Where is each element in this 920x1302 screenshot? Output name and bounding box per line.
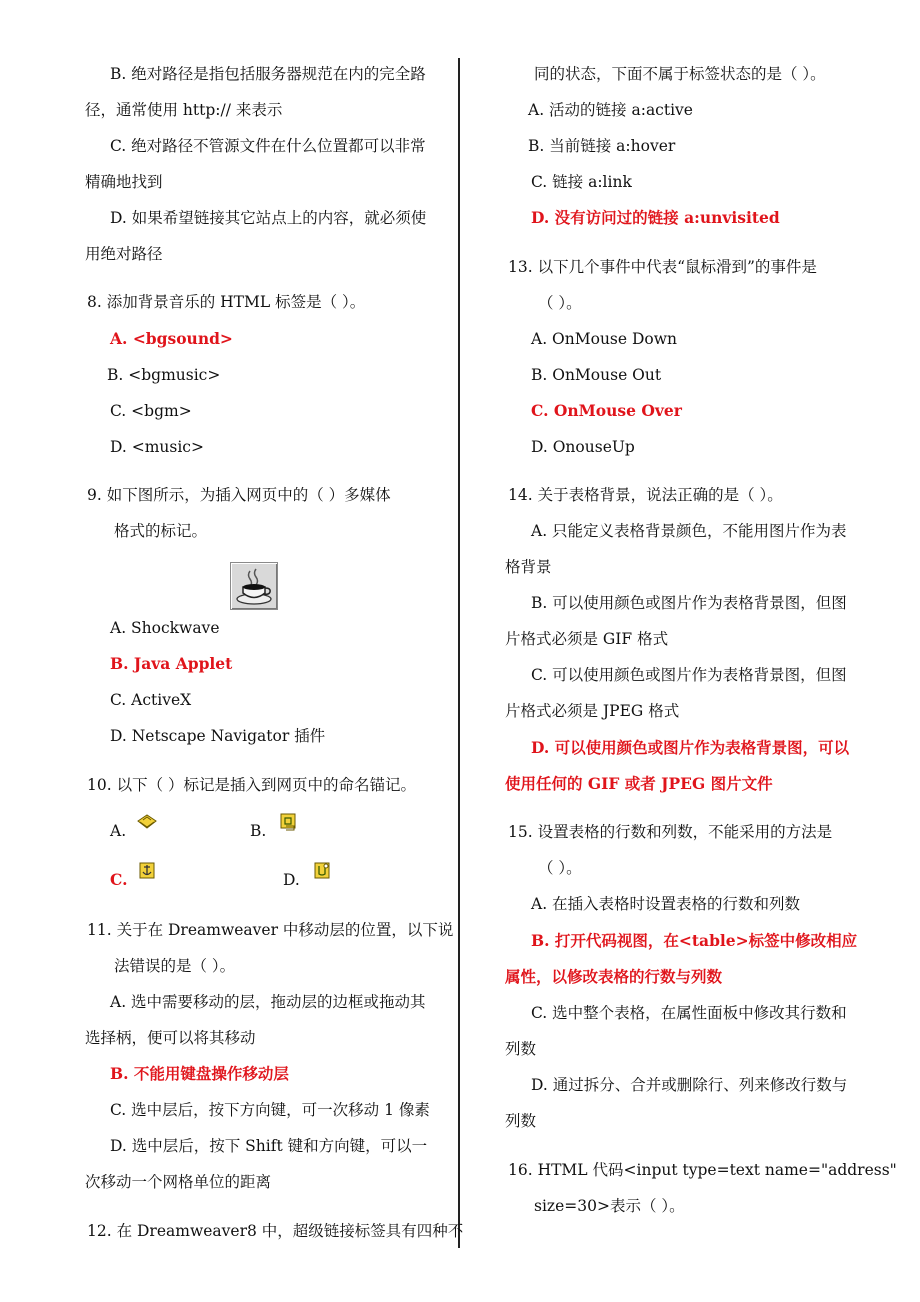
column-divider <box>458 58 460 1248</box>
q16-stem-line1: 16. HTML 代码<input type=text name="address" <box>508 1161 897 1179</box>
anchor-icon-d <box>311 860 333 880</box>
q11-option-a-line2: 选择柄，便可以将其移动 <box>85 1029 256 1047</box>
q7-option-c-line2: 精确地找到 <box>85 173 163 191</box>
q9-option-c: C. ActiveX <box>110 691 192 709</box>
q8-option-d: D. <music> <box>110 438 204 456</box>
q10-option-a: A. <box>110 822 127 840</box>
q15-option-b-answer-line2: 属性，以修改表格的行数与列数 <box>505 967 723 986</box>
q13-stem-line1: 13. 以下几个事件中代表“鼠标滑到”的事件是 <box>508 258 817 276</box>
q14-option-d-answer-line2: 使用任何的 GIF 或者 JPEG 图片文件 <box>505 774 773 793</box>
q10-stem: 10. 以下（ ）标记是插入到网页中的命名锚记。 <box>87 776 417 794</box>
q7-option-b-line1: B. 绝对路径是指包括服务器规范在内的完全路 <box>110 65 426 83</box>
q14-option-a-line1: A. 只能定义表格背景颜色，不能用图片作为表 <box>531 522 847 540</box>
q16-stem-line2: size=30>表示（ ）。 <box>534 1197 685 1215</box>
q12-option-d-answer: D. 没有访问过的链接 a:unvisited <box>531 208 780 227</box>
q13-option-d: D. OnouseUp <box>531 438 635 456</box>
q7-option-d-line2: 用绝对路径 <box>85 245 163 263</box>
anchor-icon-b <box>277 812 299 832</box>
q12-stem-line1: 12. 在 Dreamweaver8 中，超级链接标签具有四种不 <box>87 1222 464 1240</box>
anchor-icon-a <box>136 812 158 832</box>
q14-option-b-line2: 片格式必须是 GIF 格式 <box>505 630 669 648</box>
q11-option-c: C. 选中层后，按下方向键，可一次移动 1 像素 <box>110 1101 430 1119</box>
q15-stem-line1: 15. 设置表格的行数和列数，不能采用的方法是 <box>508 823 833 841</box>
q14-option-c-line1: C. 可以使用颜色或图片作为表格背景图，但图 <box>531 666 847 684</box>
q11-option-d-line2: 次移动一个网格单位的距离 <box>85 1173 272 1191</box>
q14-option-d-answer-line1: D. 可以使用颜色或图片作为表格背景图，可以 <box>531 738 850 757</box>
q10-option-d: D. <box>283 871 300 889</box>
q11-stem-line2: 法错误的是（ ）。 <box>114 957 236 975</box>
q9-stem-line1: 9. 如下图所示，为插入网页中的（ ）多媒体 <box>87 486 391 504</box>
q15-option-d-line1: D. 通过拆分、合并或删除行、列来修改行数与 <box>531 1076 848 1094</box>
q9-option-d: D. Netscape Navigator 插件 <box>110 727 326 745</box>
q14-option-a-line2: 格背景 <box>505 558 552 576</box>
q8-option-b: B. <bgmusic> <box>107 366 221 384</box>
q13-stem-line2: （ ）。 <box>538 294 582 312</box>
q9-stem-line2: 格式的标记。 <box>114 522 208 540</box>
q8-option-c: C. <bgm> <box>110 402 192 420</box>
q9-option-a: A. Shockwave <box>110 619 220 637</box>
q15-option-a: A. 在插入表格时设置表格的行数和列数 <box>531 895 801 913</box>
q15-option-b-answer-line1: B. 打开代码视图，在<table>标签中修改相应 <box>531 931 858 950</box>
q7-option-b-line2: 径，通常使用 http:// 来表示 <box>85 101 283 119</box>
q8-option-a-answer: A. <bgsound> <box>110 329 233 348</box>
q11-option-d-line1: D. 选中层后，按下 Shift 键和方向键，可以一 <box>110 1137 428 1155</box>
q13-option-c-answer: C. OnMouse Over <box>531 401 682 420</box>
q7-option-d-line1: D. 如果希望链接其它站点上的内容，就必须使 <box>110 209 427 227</box>
q13-option-b: B. OnMouse Out <box>531 366 662 384</box>
q12-option-a: A. 活动的链接 a:active <box>528 101 693 119</box>
q11-option-b-answer: B. 不能用键盘操作移动层 <box>110 1064 289 1083</box>
q10-option-b: B. <box>250 822 267 840</box>
q15-option-c-line2: 列数 <box>505 1040 537 1058</box>
q14-option-c-line2: 片格式必须是 JPEG 格式 <box>505 702 680 720</box>
q7-option-c-line1: C. 绝对路径不管源文件在什么位置都可以非常 <box>110 137 426 155</box>
anchor-icon-c <box>136 860 158 880</box>
q14-stem: 14. 关于表格背景，说法正确的是（ ）。 <box>508 486 783 504</box>
q13-option-a: A. OnMouse Down <box>531 330 677 348</box>
q15-option-c-line1: C. 选中整个表格，在属性面板中修改其行数和 <box>531 1004 847 1022</box>
q12-option-c: C. 链接 a:link <box>531 173 632 191</box>
coffee-cup-icon <box>230 562 278 610</box>
q12-stem-line2: 同的状态，下面不属于标签状态的是（ ）。 <box>534 65 826 83</box>
q15-stem-line2: （ ）。 <box>538 859 582 877</box>
q8-stem: 8. 添加背景音乐的 HTML 标签是（ ）。 <box>87 293 366 311</box>
q14-option-b-line1: B. 可以使用颜色或图片作为表格背景图，但图 <box>531 594 847 612</box>
q12-option-b: B. 当前链接 a:hover <box>528 137 676 155</box>
q9-option-b-answer: B. Java Applet <box>110 654 233 673</box>
q11-option-a-line1: A. 选中需要移动的层，拖动层的边框或拖动其 <box>110 993 426 1011</box>
q10-option-c-answer: C. <box>110 870 128 889</box>
q11-stem-line1: 11. 关于在 Dreamweaver 中移动层的位置，以下说 <box>87 921 454 939</box>
q15-option-d-line2: 列数 <box>505 1112 537 1130</box>
